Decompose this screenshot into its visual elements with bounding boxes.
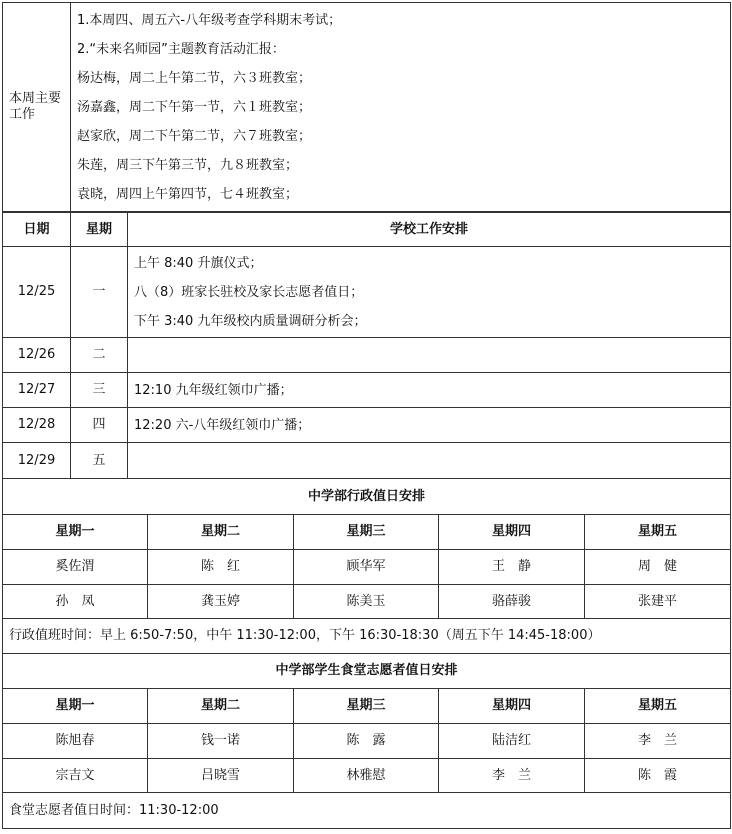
date-cell: 12/27 — [3, 373, 71, 408]
arrangement-header: 学校工作安排 — [128, 213, 731, 247]
main-work-item: 1.本周四、周五六-八年级考查学科期末考试； — [77, 12, 342, 28]
weekday-header: 星期 — [71, 213, 128, 247]
table-row — [3, 515, 731, 550]
admin-duty-name: 龚玉婷 — [148, 585, 294, 619]
canteen-duty-name: 吕晓雪 — [148, 759, 294, 793]
arrangement-cell — [128, 247, 731, 338]
table-row — [3, 338, 731, 373]
arrangement-cell — [128, 338, 731, 373]
main-work-content — [71, 3, 731, 212]
date-cell: 12/25 — [3, 247, 71, 338]
canteen-duty-name: 陈 露 — [294, 724, 439, 759]
date-cell: 12/29 — [3, 443, 71, 479]
main-work-item: 汤嘉鑫，周二下午第一节，六１班教室； — [77, 99, 312, 115]
table-row — [3, 689, 731, 724]
canteen-day-header: 星期一 — [3, 689, 148, 724]
main-work-item: 朱莲，周三下午第三节，九８班教室； — [77, 157, 299, 173]
arrangement-line: 八（8）班家长驻校及家长志愿者值日； — [134, 284, 364, 300]
admin-day-header: 星期二 — [148, 515, 294, 550]
table-row — [3, 724, 731, 759]
arrangement-line — [128, 446, 730, 475]
canteen-day-header: 星期三 — [294, 689, 439, 724]
main-work-item: 袁晓，周四上午第四节，七４班教室； — [77, 186, 299, 202]
arrangement-line: 12:10 九年级红领巾广播； — [134, 382, 293, 398]
main-work-item: 赵家欣，周二下午第二节，六７班教室； — [77, 128, 312, 144]
canteen-day-header: 星期二 — [148, 689, 294, 724]
admin-duty-name: 顾华军 — [294, 550, 439, 585]
admin-duty-title: 中学部行政值日安排 — [3, 479, 731, 515]
table-row — [3, 443, 731, 479]
arrangement-line: 12:20 六-八年级红领巾广播； — [134, 417, 311, 433]
main-work-item: 杨达梅，周二上午第二节，六３班教室； — [77, 70, 312, 86]
admin-duty-note: 行政值班时间：早上 6:50-7:50，中午 11:30-12:00，下午 16:30-18:30（周五下午 14:45-18:00） — [3, 619, 731, 654]
table-row — [3, 408, 731, 443]
date-cell: 12/28 — [3, 408, 71, 443]
canteen-duty-name: 钱一诺 — [148, 724, 294, 759]
weekday-cell: 三 — [71, 373, 128, 408]
table-row — [3, 550, 731, 585]
date-header: 日期 — [3, 213, 71, 247]
table-row — [3, 759, 731, 793]
admin-day-header: 星期四 — [439, 515, 585, 550]
table-row — [3, 585, 731, 619]
admin-day-header: 星期五 — [585, 515, 731, 550]
admin-duty-name: 陈 红 — [148, 550, 294, 585]
admin-duty-name: 奚佐渭 — [3, 550, 148, 585]
date-cell: 12/26 — [3, 338, 71, 373]
main-work-table — [2, 2, 731, 212]
weekday-cell: 二 — [71, 338, 128, 373]
admin-duty-name: 周 健 — [585, 550, 731, 585]
admin-duty-name: 陈美玉 — [294, 585, 439, 619]
canteen-duty-name: 李 兰 — [585, 724, 731, 759]
duty-table — [2, 478, 731, 829]
admin-day-header: 星期三 — [294, 515, 439, 550]
arrangement-line: 下午 3:40 九年级校内质量调研分析会； — [134, 313, 367, 329]
arrangement-cell — [128, 443, 731, 479]
canteen-duty-name: 陆洁红 — [439, 724, 585, 759]
weekday-cell: 五 — [71, 443, 128, 479]
canteen-duty-name: 陈 霞 — [585, 759, 731, 793]
admin-day-header: 星期一 — [3, 515, 148, 550]
admin-duty-name: 张建平 — [585, 585, 731, 619]
table-row — [3, 373, 731, 408]
main-work-item: 2.“未来名师园”主题教育活动汇报： — [77, 41, 285, 57]
admin-duty-name: 王 静 — [439, 550, 585, 585]
canteen-day-header: 星期四 — [439, 689, 585, 724]
canteen-duty-title: 中学部学生食堂志愿者值日安排 — [3, 654, 731, 689]
weekday-cell: 四 — [71, 408, 128, 443]
weekday-cell: 一 — [71, 247, 128, 338]
school-schedule-table — [2, 212, 731, 479]
canteen-day-header: 星期五 — [585, 689, 731, 724]
arrangement-line — [128, 341, 730, 370]
arrangement-cell — [128, 408, 731, 443]
canteen-duty-name: 宗吉文 — [3, 759, 148, 793]
canteen-duty-name: 陈旭春 — [3, 724, 148, 759]
canteen-duty-name: 李 兰 — [439, 759, 585, 793]
arrangement-cell — [128, 373, 731, 408]
admin-duty-name: 孙 凤 — [3, 585, 148, 619]
main-work-label: 本周主要工作 — [3, 3, 71, 212]
table-row — [3, 247, 731, 338]
admin-duty-name: 骆薛骏 — [439, 585, 585, 619]
canteen-duty-name: 林雅慰 — [294, 759, 439, 793]
canteen-duty-note: 食堂志愿者值日时间：11:30-12:00 — [3, 793, 731, 829]
arrangement-line: 上午 8:40 升旗仪式； — [134, 255, 263, 271]
